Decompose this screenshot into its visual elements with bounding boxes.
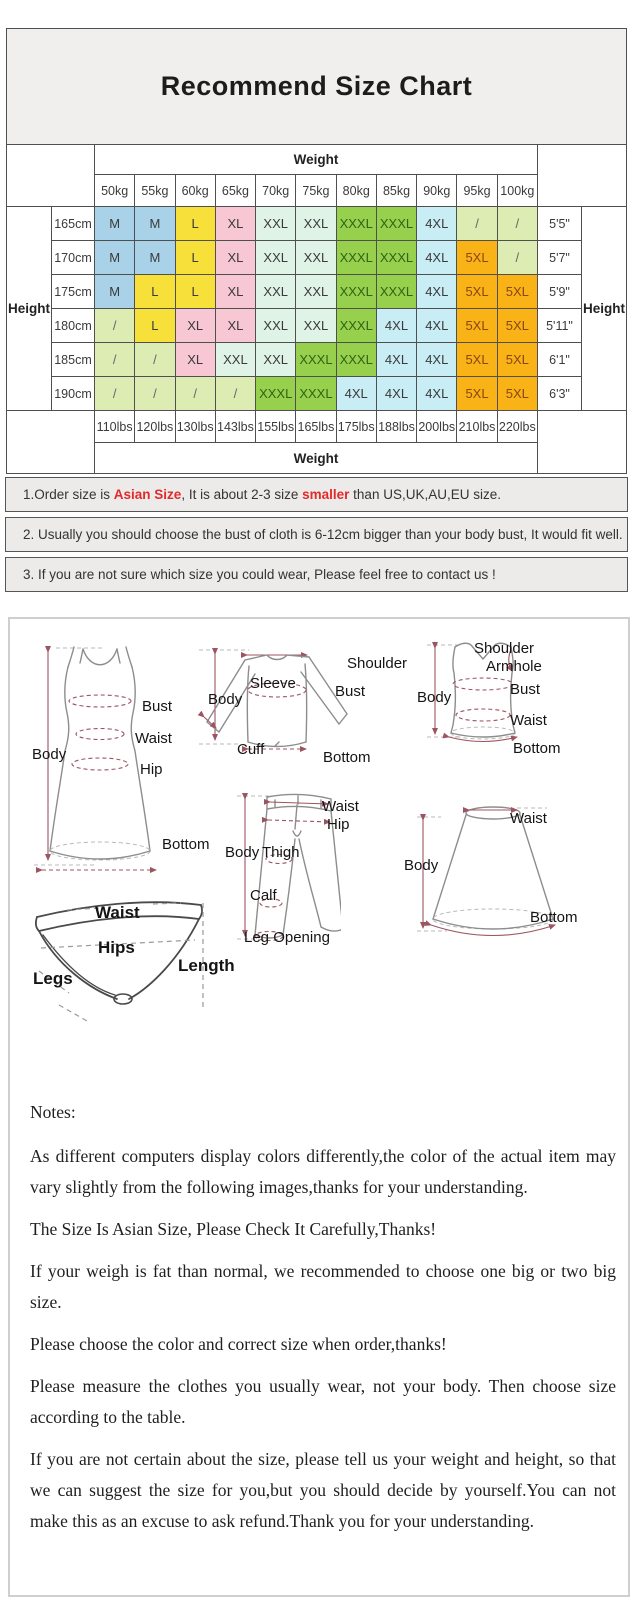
briefs-waist-label: Waist xyxy=(95,903,140,922)
weight-kg-cell: 100kg xyxy=(497,175,537,207)
notes-paragraph: If your weigh is fat than normal, we recommended to choose one big or two big size. xyxy=(30,1261,616,1312)
note1-text: 1.Order size is Asian Size, It is about 2-3 size smaller than US,UK,AU,EU size. xyxy=(23,487,501,502)
measurement-panel xyxy=(8,617,630,1597)
weight-kg-cell: 60kg xyxy=(175,175,215,207)
pants-body-label: Body xyxy=(225,844,260,861)
size-cell: XXXL xyxy=(296,377,336,411)
notes-paragraph: Please measure the clothes you usually wear, not your body. Then choose size according to the table. xyxy=(30,1376,616,1427)
weight-kg-cell: 50kg xyxy=(95,175,135,207)
size-cell: XXXL xyxy=(376,275,416,309)
shirt-shoulder-label: Shoulder xyxy=(347,655,408,672)
note3-text: 3. If you are not sure which size you could wear, Please feel free to contact us ! xyxy=(23,567,496,582)
title-box xyxy=(6,28,627,145)
size-cell: XXL xyxy=(256,343,296,377)
height-ft-cell: 5'5" xyxy=(538,207,582,241)
height-ft-cell: 6'3" xyxy=(538,377,582,411)
note-contact-us xyxy=(5,557,628,592)
size-cell: / xyxy=(175,377,215,411)
weight-kg-cell: 90kg xyxy=(417,175,457,207)
size-cell: / xyxy=(95,377,135,411)
size-cell: XXXL xyxy=(256,377,296,411)
weight-lbs-cell: 175lbs xyxy=(336,411,376,443)
size-cell: XXXL xyxy=(336,343,376,377)
note-asian-size xyxy=(5,477,628,512)
asian-size-highlight: Asian Size xyxy=(113,487,182,502)
weight-header-top: Weight xyxy=(95,145,538,175)
size-cell: M xyxy=(135,241,175,275)
size-cell: 5XL xyxy=(497,275,537,309)
pants-calf-label: Calf xyxy=(250,887,277,904)
size-cell: / xyxy=(497,207,537,241)
vest-bottom-label: Bottom xyxy=(513,740,561,757)
size-cell: 5XL xyxy=(457,309,497,343)
height-cm-cell: 170cm xyxy=(52,241,95,275)
size-cell: XXL xyxy=(256,241,296,275)
size-cell: L xyxy=(175,207,215,241)
vest-shoulder-label: Shoulder xyxy=(474,640,535,657)
size-cell: 5XL xyxy=(457,343,497,377)
size-cell: 5XL xyxy=(497,343,537,377)
smaller-highlight: smaller xyxy=(302,487,350,502)
size-cell: XL xyxy=(215,207,255,241)
weight-kg-cell: 70kg xyxy=(256,175,296,207)
size-cell: XXXL xyxy=(376,207,416,241)
briefs-hips-label: Hips xyxy=(98,938,135,957)
page-title: Recommend Size Chart xyxy=(160,71,473,101)
size-cell: XXL xyxy=(256,275,296,309)
height-label-right: Height xyxy=(582,207,627,411)
weight-lbs-cell: 210lbs xyxy=(457,411,497,443)
skirt-bottom-label: Bottom xyxy=(530,909,578,926)
size-cell: XL xyxy=(215,241,255,275)
notes-paragraph: Please choose the color and correct size when order,thanks! xyxy=(30,1334,447,1354)
notes-heading: Notes: xyxy=(30,1102,76,1122)
height-cm-cell: 165cm xyxy=(52,207,95,241)
size-chart-table xyxy=(6,144,627,474)
pants-hip-label: Hip xyxy=(327,816,350,833)
height-label-left: Height xyxy=(7,207,52,411)
size-cell: XXL xyxy=(256,309,296,343)
height-cm-cell: 180cm xyxy=(52,309,95,343)
weight-lbs-cell: 143lbs xyxy=(215,411,255,443)
size-cell: 5XL xyxy=(457,377,497,411)
size-cell: 4XL xyxy=(336,377,376,411)
weight-kg-cell: 80kg xyxy=(336,175,376,207)
dress-bottom-label: Bottom xyxy=(162,836,210,853)
size-cell: L xyxy=(135,309,175,343)
vest-bust-label: Bust xyxy=(510,681,541,698)
size-cell: XXL xyxy=(296,309,336,343)
size-cell: / xyxy=(457,207,497,241)
pants-leg-opening-label: Leg Opening xyxy=(244,929,330,946)
size-cell: 4XL xyxy=(417,309,457,343)
size-cell: XXL xyxy=(215,343,255,377)
size-cell: 4XL xyxy=(417,343,457,377)
weight-lbs-cell: 110lbs xyxy=(95,411,135,443)
weight-lbs-cell: 188lbs xyxy=(376,411,416,443)
size-cell: XXL xyxy=(296,207,336,241)
height-cm-cell: 175cm xyxy=(52,275,95,309)
size-cell: M xyxy=(95,275,135,309)
size-cell: / xyxy=(215,377,255,411)
height-ft-cell: 5'9" xyxy=(538,275,582,309)
size-cell: L xyxy=(175,275,215,309)
notes-paragraph: The Size Is Asian Size, Please Check It Carefully,Thanks! xyxy=(30,1219,437,1239)
size-cell: 5XL xyxy=(457,241,497,275)
size-cell: XXL xyxy=(256,207,296,241)
shirt-sleeve-label: Sleeve xyxy=(250,675,296,692)
weight-kg-cell: 55kg xyxy=(135,175,175,207)
weight-kg-cell: 75kg xyxy=(296,175,336,207)
size-cell: XXXL xyxy=(336,241,376,275)
corner-bottom-left xyxy=(7,411,95,474)
size-cell: XL xyxy=(175,343,215,377)
corner-top-right xyxy=(538,145,627,207)
dress-body-label: Body xyxy=(32,746,67,763)
weight-lbs-cell: 220lbs xyxy=(497,411,537,443)
skirt-waist-label: Waist xyxy=(510,810,547,827)
shirt-bottom-label: Bottom xyxy=(323,749,371,766)
vest-body-label: Body xyxy=(417,689,452,706)
weight-header-bottom: Weight xyxy=(95,443,538,474)
note-bust-advice xyxy=(5,517,628,552)
size-cell: / xyxy=(95,343,135,377)
note2-text: 2. Usually you should choose the bust of cloth is 6-12cm bigger than your body bust, It would fit well. xyxy=(23,527,623,542)
size-cell: 4XL xyxy=(376,309,416,343)
size-cell: 5XL xyxy=(497,377,537,411)
size-cell: M xyxy=(95,241,135,275)
size-cell: / xyxy=(135,343,175,377)
notes-paragraph: As different computers display colors differently,the color of the actual item may vary slightly from the following images,thanks for your understanding. xyxy=(30,1146,616,1197)
size-cell: 4XL xyxy=(376,343,416,377)
dress-hip-label: Hip xyxy=(140,761,163,778)
size-cell: L xyxy=(135,275,175,309)
size-cell: / xyxy=(135,377,175,411)
size-cell: XXXL xyxy=(376,241,416,275)
weight-kg-cell: 65kg xyxy=(215,175,255,207)
size-cell: 4XL xyxy=(417,241,457,275)
height-cm-cell: 190cm xyxy=(52,377,95,411)
size-cell: M xyxy=(135,207,175,241)
vest-armhole-label: Armhole xyxy=(486,658,542,675)
size-cell: 4XL xyxy=(417,207,457,241)
weight-lbs-cell: 130lbs xyxy=(175,411,215,443)
size-cell: XL xyxy=(175,309,215,343)
shirt-cuff-label: Cuff xyxy=(237,741,265,758)
notes-section xyxy=(30,1097,616,1548)
size-cell: M xyxy=(95,207,135,241)
size-cell: 4XL xyxy=(376,377,416,411)
size-cell: XXXL xyxy=(296,343,336,377)
pants-waist-label: Waist xyxy=(322,798,359,815)
corner-bottom-right xyxy=(538,411,627,474)
size-cell: XXXL xyxy=(336,309,376,343)
briefs-legs-label: Legs xyxy=(33,969,73,988)
size-cell: XXXL xyxy=(336,275,376,309)
notes-paragraph: If you are not certain about the size, please tell us your weight and height, so that we can suggest the size for you,but you should decide by yourself.You can not make this as an excuse to ask refund.Thank you for your understanding. xyxy=(30,1449,616,1531)
weight-lbs-cell: 120lbs xyxy=(135,411,175,443)
size-chart-body xyxy=(7,145,627,474)
size-cell: XL xyxy=(215,275,255,309)
weight-lbs-cell: 200lbs xyxy=(417,411,457,443)
vest-waist-label: Waist xyxy=(510,712,547,729)
height-cm-cell: 185cm xyxy=(52,343,95,377)
weight-kg-cell: 85kg xyxy=(376,175,416,207)
weight-lbs-cell: 165lbs xyxy=(296,411,336,443)
briefs-length-label: Length xyxy=(178,956,235,975)
size-cell: / xyxy=(95,309,135,343)
size-cell: XL xyxy=(215,309,255,343)
size-cell: / xyxy=(497,241,537,275)
size-cell: 5XL xyxy=(457,275,497,309)
shirt-bust-label: Bust xyxy=(335,683,366,700)
size-cell: L xyxy=(175,241,215,275)
size-cell: XXL xyxy=(296,275,336,309)
shirt-body-label: Body xyxy=(208,691,243,708)
weight-kg-cell: 95kg xyxy=(457,175,497,207)
height-ft-cell: 5'11" xyxy=(538,309,582,343)
size-cell: XXXL xyxy=(336,207,376,241)
corner-top-left xyxy=(7,145,95,207)
size-cell: XXL xyxy=(296,241,336,275)
dress-waist-label: Waist xyxy=(135,730,172,747)
height-ft-cell: 5'7" xyxy=(538,241,582,275)
size-cell: 4XL xyxy=(417,377,457,411)
pants-thigh-label: Thigh xyxy=(262,844,300,861)
size-cell: 5XL xyxy=(497,309,537,343)
height-ft-cell: 6'1" xyxy=(538,343,582,377)
weight-lbs-cell: 155lbs xyxy=(256,411,296,443)
size-cell: 4XL xyxy=(417,275,457,309)
skirt-body-label: Body xyxy=(404,857,439,874)
dress-bust-label: Bust xyxy=(142,698,173,715)
